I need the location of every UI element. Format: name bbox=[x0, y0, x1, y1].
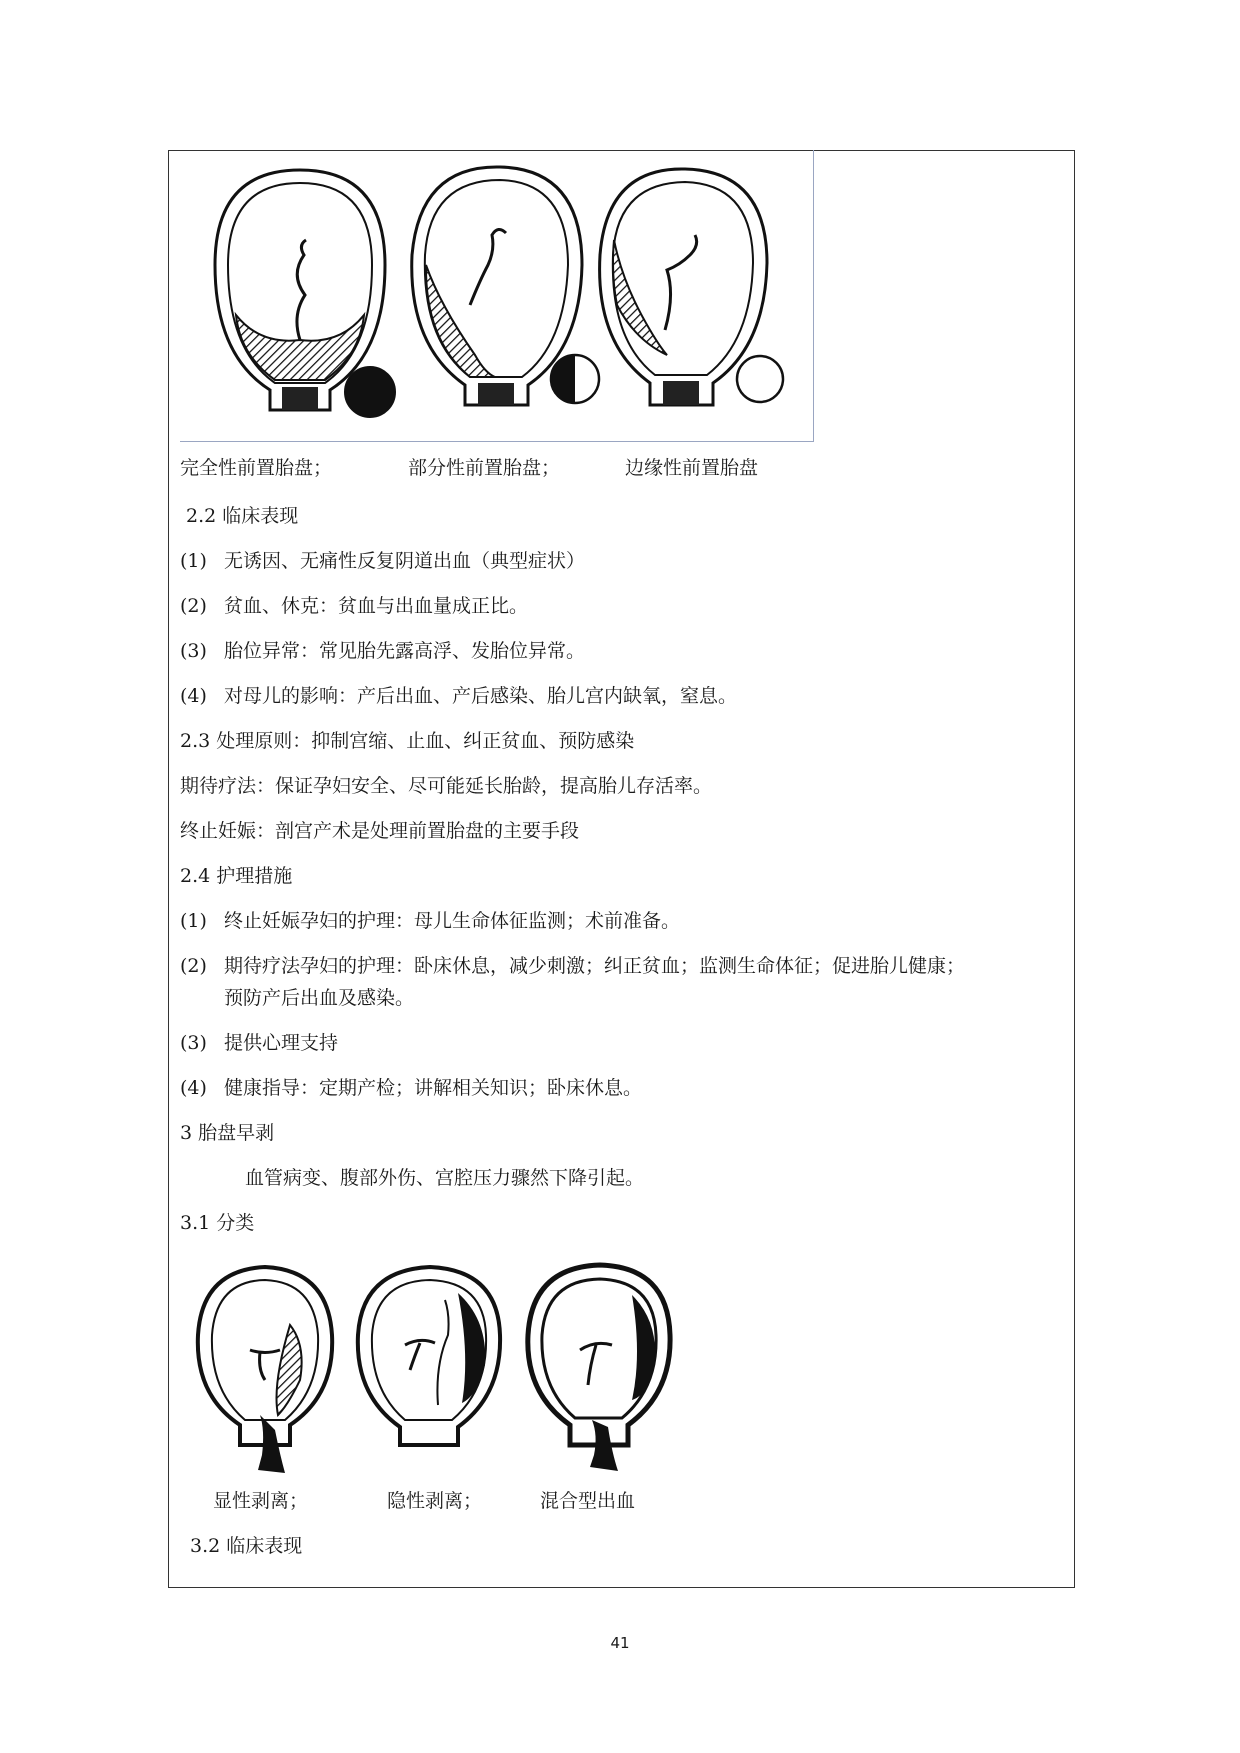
section-3-heading: 3 胎盘早剥 bbox=[180, 1122, 275, 1144]
section-2-3-heading: 2.3 处理原则：抑制宫缩、止血、纠正贫血、预防感染 bbox=[180, 730, 635, 752]
page-number: 41 bbox=[610, 1634, 630, 1652]
caption-partial-placenta-previa: 部分性前置胎盘； bbox=[408, 457, 561, 479]
section-3-2-heading: 3.2 临床表现 bbox=[190, 1535, 303, 1557]
concealed-abruption-illustration bbox=[358, 1267, 500, 1445]
uterus-marginal-illustration bbox=[600, 169, 783, 405]
list-item: (2) 期待疗法孕妇的护理：卧床休息，减少刺激；纠正贫血；监测生命体征；促进胎儿健康； bbox=[180, 955, 966, 977]
list-item: (3) 胎位异常：常见胎先露高浮、发胎位异常。 bbox=[180, 640, 586, 662]
mixed-hemorrhage-illustration bbox=[528, 1265, 670, 1471]
caption-concealed-abruption: 隐性剥离； bbox=[387, 1490, 483, 1512]
section-2-2-heading: 2.2 临床表现 bbox=[186, 505, 299, 527]
placenta-previa-figure bbox=[200, 155, 800, 435]
section-3-body: 血管病变、腹部外伤、宫腔压力骤然下降引起。 bbox=[245, 1167, 645, 1189]
placental-abruption-figure bbox=[190, 1255, 680, 1485]
section-3-1-heading: 3.1 分类 bbox=[180, 1212, 255, 1234]
list-item: (4) 健康指导：定期产检；讲解相关知识；卧床休息。 bbox=[180, 1077, 643, 1099]
terminate-pregnancy-text: 终止妊娠：剖宫产术是处理前置胎盘的主要手段 bbox=[180, 820, 580, 842]
section-2-4-heading: 2.4 护理措施 bbox=[180, 865, 293, 887]
expectant-therapy-text: 期待疗法：保证孕妇安全、尽可能延长胎龄，提高胎儿存活率。 bbox=[180, 775, 713, 797]
list-item-continuation: 预防产后出血及感染。 bbox=[224, 987, 415, 1009]
list-item: (1) 终止妊娠孕妇的护理：母儿生命体征监测；术前准备。 bbox=[180, 910, 681, 932]
caption-complete-placenta-previa: 完全性前置胎盘； bbox=[180, 457, 333, 479]
uterus-partial-illustration bbox=[412, 167, 599, 405]
list-item: (3) 提供心理支持 bbox=[180, 1032, 339, 1054]
caption-mixed-hemorrhage: 混合型出血 bbox=[540, 1490, 636, 1512]
caption-revealed-abruption: 显性剥离； bbox=[213, 1490, 309, 1512]
list-item: (1) 无诱因、无痛性反复阴道出血（典型症状） bbox=[180, 550, 586, 572]
list-item: (2) 贫血、休克：贫血与出血量成正比。 bbox=[180, 595, 529, 617]
list-item: (4) 对母儿的影响：产后出血、产后感染、胎儿宫内缺氧，窒息。 bbox=[180, 685, 738, 707]
revealed-abruption-illustration bbox=[198, 1267, 332, 1473]
uterus-complete-illustration bbox=[215, 170, 395, 417]
caption-marginal-placenta-previa: 边缘性前置胎盘 bbox=[625, 457, 759, 479]
